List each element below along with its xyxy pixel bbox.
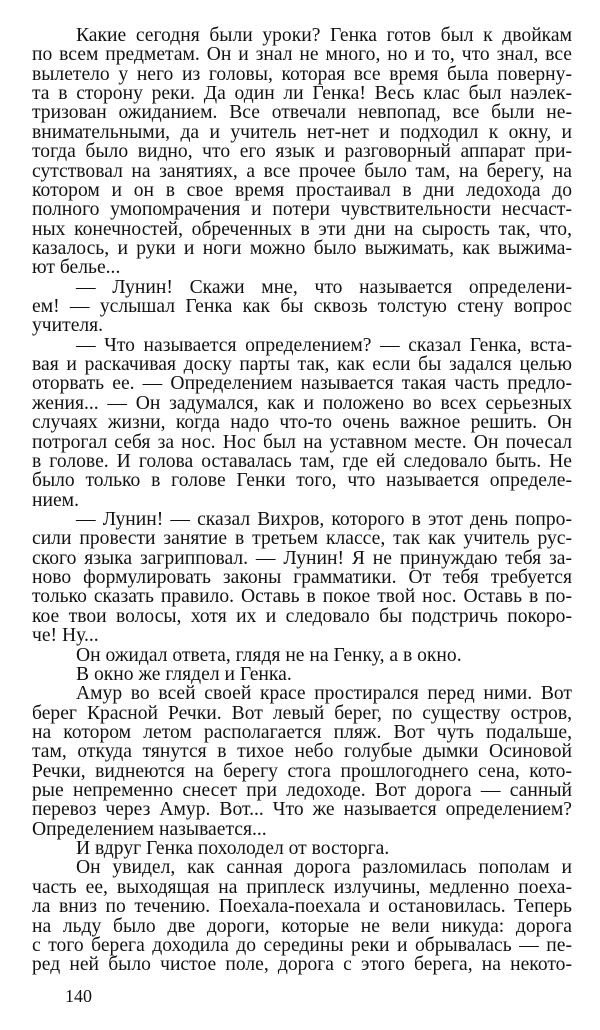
text-line: ново формулировать законы грамматики. От тебя требуется [32,567,572,589]
text-line: нием. [32,489,79,511]
page-text [32,26,572,975]
text-line: Речки, виднеются на берегу стога прошлогоднего сена, кото- [32,760,572,782]
text-line: та в сторону реки. Да один ли Генка! Весь клас был наэлек- [32,83,572,105]
text-line: ют белье... [32,257,121,279]
text-line: на котором летом располагается пляж. Вот чуть подальше, [32,721,572,743]
text-line: — Лунин! Скажи мне, что называется определени- [76,276,572,298]
text-line: сутствовал на занятиях, а все прочее было там, на берегу, на [32,160,572,182]
text-line: Он увидел, как санная дорога разломилась пополам и [76,857,572,879]
text-line: тогда было видно, что его язык и разговорный аппарат при- [32,141,572,163]
text-line: тризован ожиданием. Все отвечали невпопад, все были не- [32,102,572,124]
text-line: потрогал себя за нос. Нос был на уставном месте. Он почесал [32,431,572,453]
text-line: рые непременно снесет при ледоходе. Вот дорога — санный [32,780,572,802]
text-line: Какие сегодня были уроки? Генка готов был к двойкам [76,25,572,46]
page-number: 140 [65,986,92,1006]
text-line: ского языка загриппoвал. — Лунин! Я не принуждаю тебя за- [32,547,572,569]
text-line: — Что называется определением? — сказал Генка, вста- [76,334,572,356]
text-line: ла вниз по течению. Поехала-поехала и остановилась. Теперь [32,896,572,918]
text-line: В окно же глядел и Генка. [76,663,292,685]
text-line: жения... — Он задумался, как и положено во всех серьезных [32,392,572,414]
text-line: часть ее, выходящая на приплеск излучины, медленно поеха- [32,876,572,898]
text-line: казалось, и руки и ноги можно было выжимать, как выжима- [32,237,572,259]
text-line: оторвать ее. — Определением называется такая часть предло- [32,373,572,395]
text-line: перевоз через Амур. Вот... Что же называется определением? [32,799,572,821]
text-line: Амур во всей своей красе простирался перед ними. Вот [76,683,572,705]
text-line: в голове. И голова оставалась там, где ей следовало быть. Не [32,450,572,472]
text-line: вая и раскачивая доску парты так, как если бы задался целью [32,354,572,376]
text-line: внимательными, да и учитель нет-нет и подходил к окну, и [32,121,572,143]
text-line: Определением называется... [32,818,267,840]
text-line: И вдруг Генка похолодел от восторга. [76,838,390,860]
text-line: ных конечностей, обреченных в эти дни на сырость так, что, [32,218,572,240]
text-line: с того берега доходила до середины реки и обрывалась — пе- [32,934,572,956]
text-line: ем! — услышал Генка как бы сквозь толстую стену вопрос [32,296,572,318]
text-line: ред ней было чистое поле, дорога с этого берега, на некото- [32,954,572,976]
text-line: кое твои волосы, хотя их и следовало бы подстричь покоро- [32,605,572,627]
text-line: случаях жизни, когда надо что-то очень важное решить. Он [32,412,572,434]
text-line: было только в голове Генки того, что называется определе- [32,470,572,492]
text-line: — Лунин! — сказал Вихров, которого в этот день попро- [76,508,572,530]
text-line: только сказать правило. Оставь в покое твой нос. Оставь в по- [32,586,572,608]
text-line: берег Красной Речки. Вот левый берег, по существу остров, [32,702,572,724]
text-line: котором и он в свое время простаивал в дни ледохода до [32,179,572,201]
text-line: по всем предметам. Он и знал не много, но и то, что знал, все [32,44,572,66]
text-line: Он ожидал ответа, глядя не на Генку, а в окно. [76,644,462,666]
text-line: там, откуда тянутся в тихое небо голубые дымки Осиновой [32,741,572,763]
text-line: полного умопомрачения и потери чувствительности несчаст- [32,199,572,221]
text-line: че! Ну... [32,625,99,647]
text-line: на льду было две дороги, которые не вели никуда: дорога [32,915,572,937]
text-line: вылетело у него из головы, которая все время была поверну- [32,63,572,85]
text-line: учителя. [32,315,104,337]
text-line: сили провести занятие в третьем классе, так как учитель рус- [32,528,572,550]
